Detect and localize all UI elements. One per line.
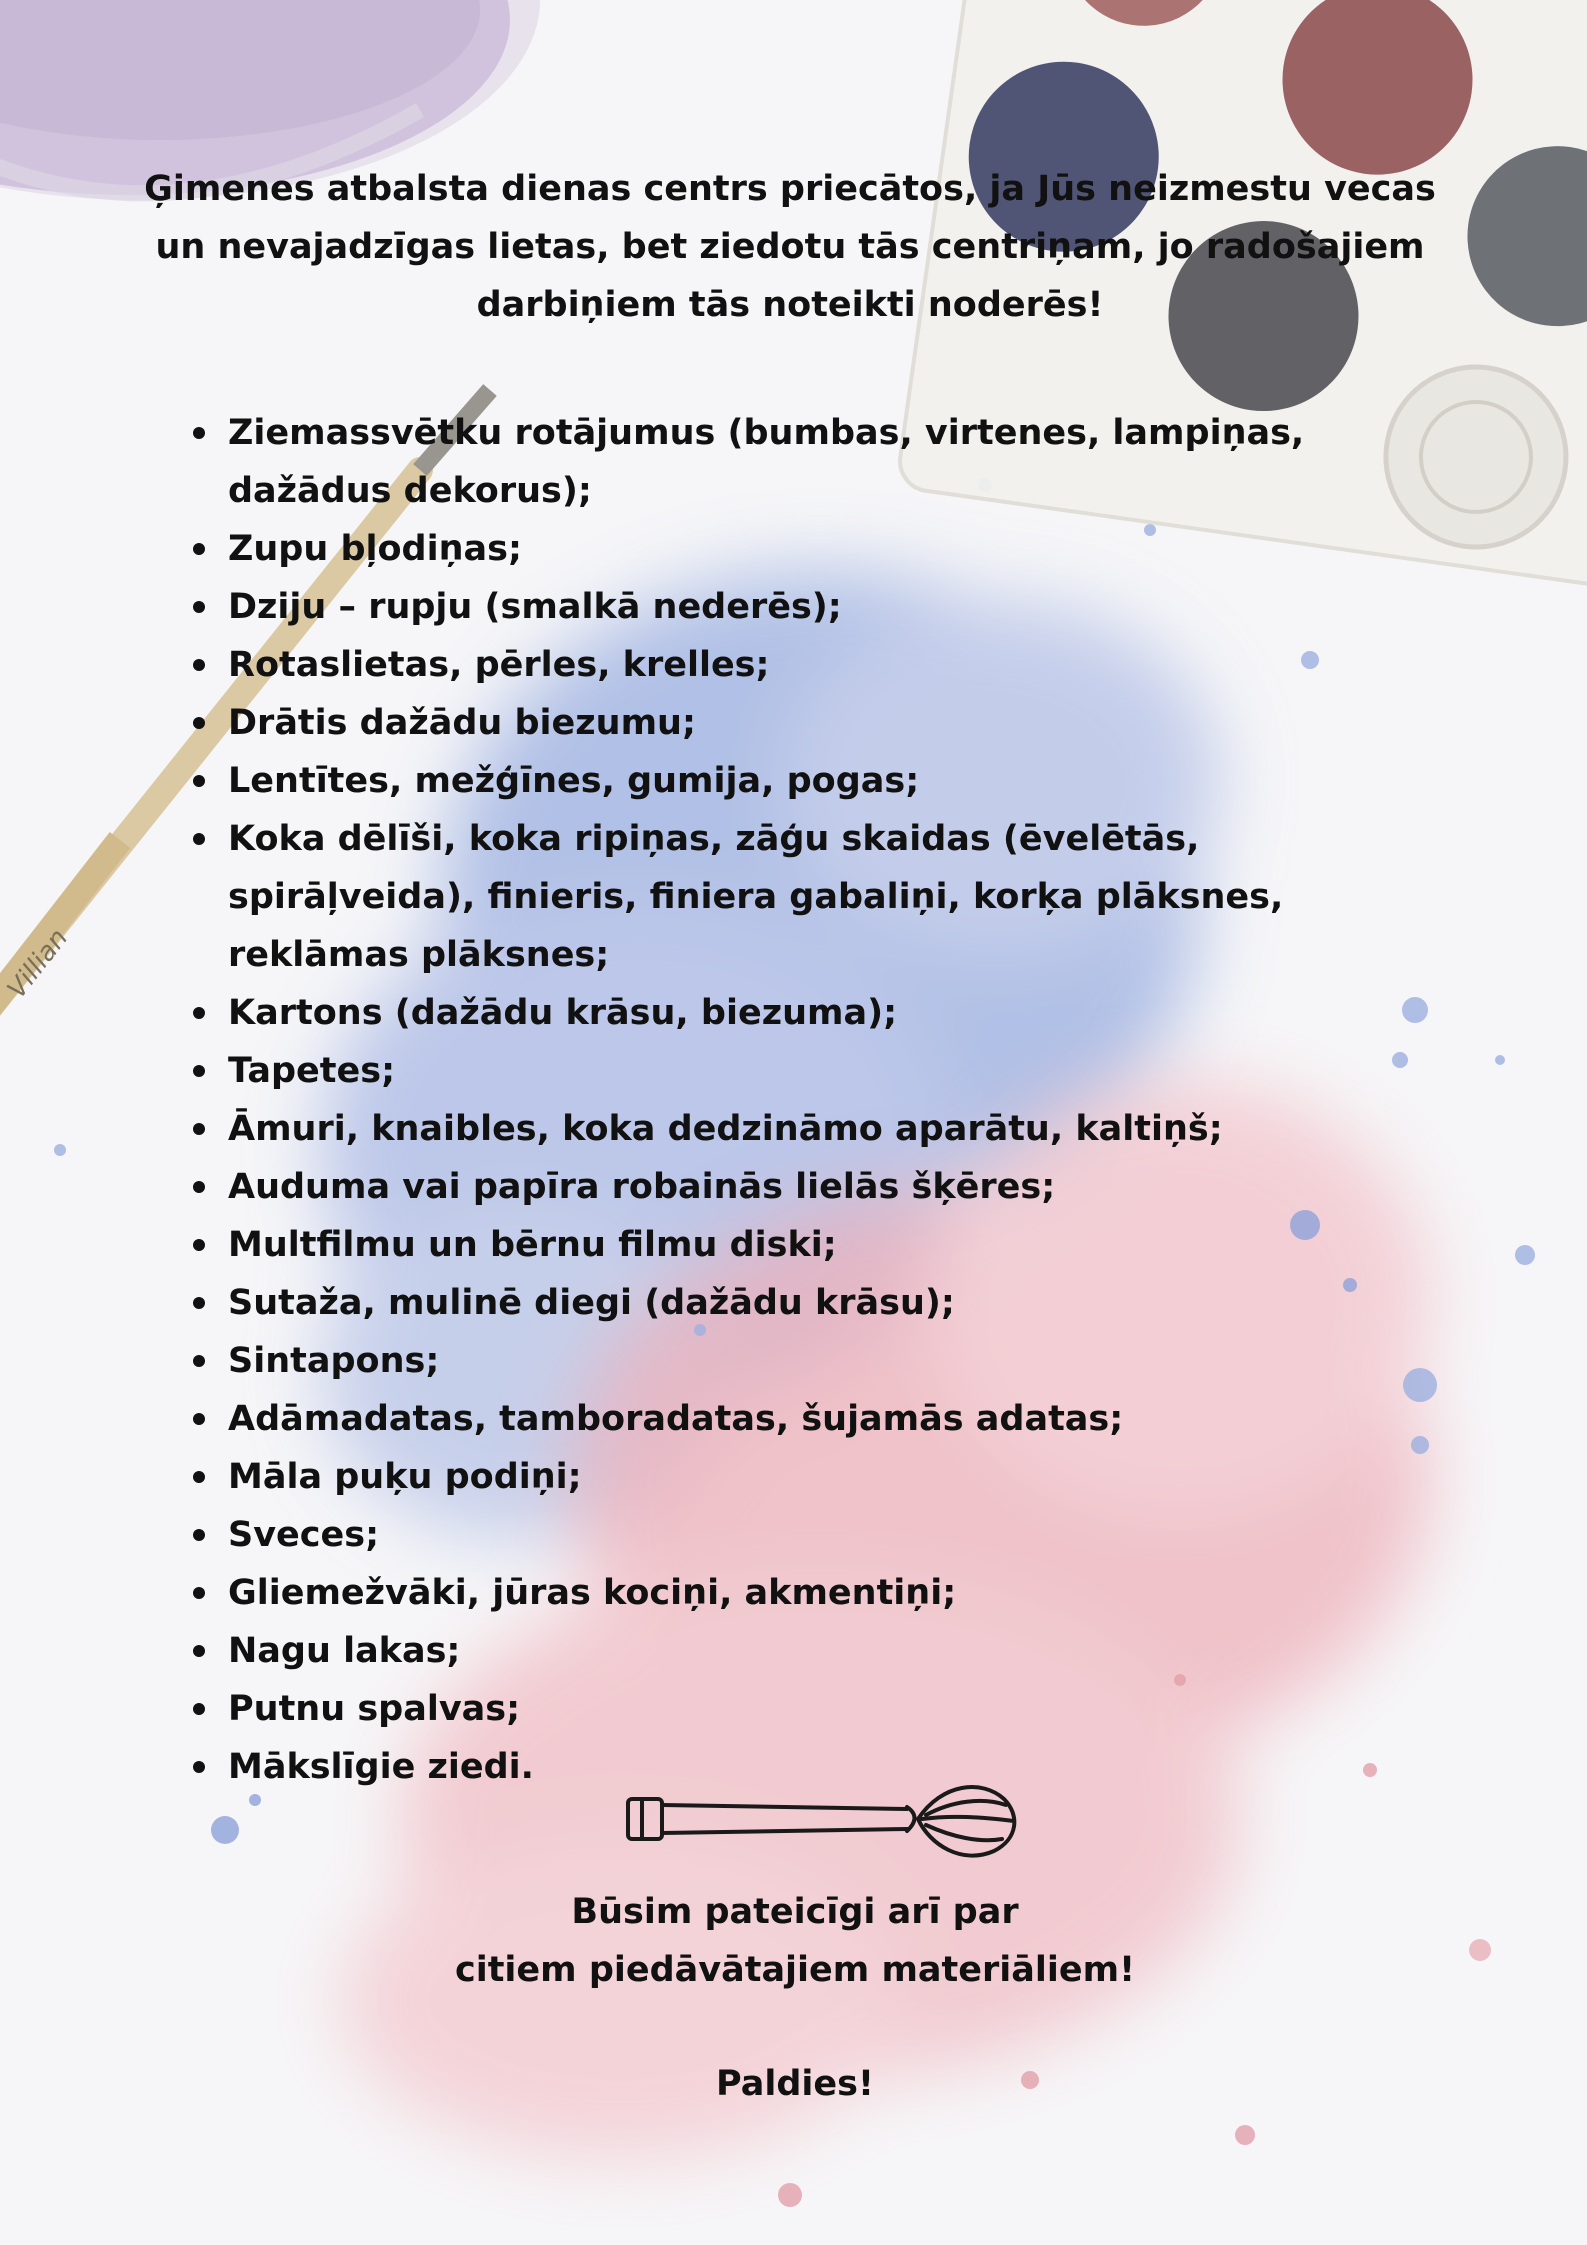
- list-item: Drātis dažādu biezumu;: [185, 694, 1445, 752]
- thanks-line-2: citiem piedāvātajiem materiāliem!: [454, 1950, 1136, 1990]
- list-item: Zupu bļodiņas;: [185, 520, 1445, 578]
- list-item: Putnu spalvas;: [185, 1680, 1445, 1738]
- intro-paragraph: Ģimenes atbalsta dienas centrs priecātos, ja Jūs neizmestu vecas un nevajadzīgas lietas, bet ziedotu tās centriņam, jo radošajiem darbiņiem tās noteikti noderēs!: [144, 169, 1436, 325]
- list-item: Dziju – rupju (smalkā nederēs);: [185, 578, 1445, 636]
- thanks-line-1: Būsim pateicīgi arī par: [571, 1892, 1019, 1932]
- list-item: Ziemassvētku rotājumus (bumbas, virtenes, lampiņas, dažādus dekorus);: [185, 404, 1445, 520]
- list-item: Koka dēlīši, koka ripiņas, zāģu skaidas (ēvelētās, spirāļveida), finieris, finiera gabaliņi, korķa plāksnes, reklāmas plāksnes;: [185, 810, 1445, 984]
- list-item: Nagu lakas;: [185, 1622, 1445, 1680]
- list-item: Rotaslietas, pērles, krelles;: [185, 636, 1445, 694]
- closing-text: Paldies!: [716, 2064, 874, 2104]
- list-item: Mākslīgie ziedi.: [185, 1738, 1445, 1796]
- list-item: Kartons (dažādu krāsu, biezuma);: [185, 984, 1445, 1042]
- donation-list: [185, 404, 1445, 1796]
- list-item: Āmuri, knaibles, koka dedzināmo aparātu, kaltiņš;: [185, 1100, 1445, 1158]
- list-item: Tapetes;: [185, 1042, 1445, 1100]
- list-item: Sveces;: [185, 1506, 1445, 1564]
- list-item: Adāmadatas, tamboradatas, šujamās adatas;: [185, 1390, 1445, 1448]
- list-item: Lentītes, mežģīnes, gumija, pogas;: [185, 752, 1445, 810]
- list-item: Auduma vai papīra robainās lielās šķēres;: [185, 1158, 1445, 1216]
- svg-text:Villian: Villian: [1, 923, 75, 1005]
- list-item: Sutaža, mulinē diegi (dažādu krāsu);: [185, 1274, 1445, 1332]
- list-item: Māla puķu podiņi;: [185, 1448, 1445, 1506]
- list-item: Sintapons;: [185, 1332, 1445, 1390]
- list-item: Multfilmu un bērnu filmu diski;: [185, 1216, 1445, 1274]
- list-item: Gliemežvāki, jūras kociņi, akmentiņi;: [185, 1564, 1445, 1622]
- paint-brush-icon: [622, 1775, 1027, 1871]
